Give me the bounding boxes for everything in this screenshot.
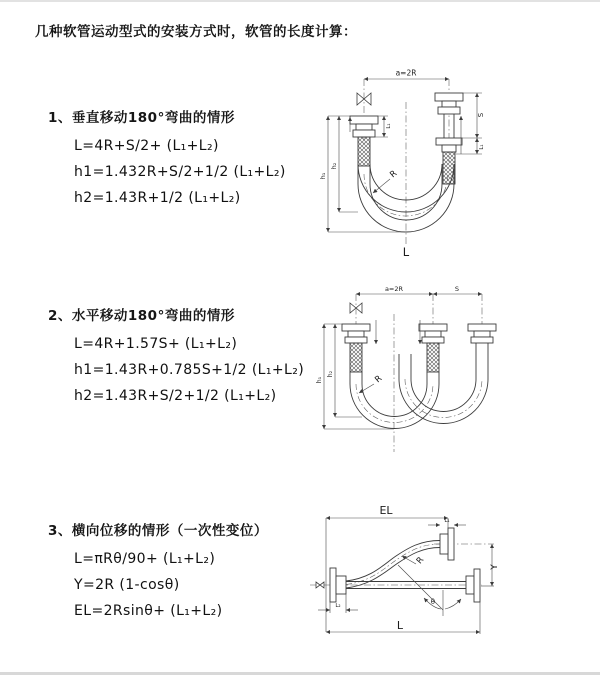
dim-s-label: S bbox=[454, 285, 460, 293]
dimension-s bbox=[462, 93, 485, 138]
radius-leader bbox=[402, 555, 426, 566]
dimension-s bbox=[433, 285, 482, 294]
dim-l1-right-label: L₁ bbox=[479, 144, 485, 150]
dim-el-label: EL bbox=[379, 504, 393, 517]
section-3-formulas bbox=[74, 546, 268, 624]
section-2-formulas bbox=[74, 331, 304, 409]
dim-h1-label: h₁ bbox=[316, 376, 323, 384]
left-flange bbox=[316, 568, 346, 602]
dim-a-label: a=2R bbox=[395, 68, 417, 78]
dimension-l2 bbox=[318, 594, 358, 613]
dim-h2-label: h₂ bbox=[330, 162, 338, 170]
formula-line: L=πRθ/90+ (L₁+L₂) bbox=[74, 551, 216, 567]
dim-h2-label: h₂ bbox=[327, 370, 334, 378]
displaced-flange bbox=[440, 528, 454, 560]
formula-line: h1=1.432R+S/2+1/2 (L₁+L₂) bbox=[74, 164, 286, 180]
dimension-y bbox=[481, 544, 500, 586]
formula-line: h2=1.43R+S/2+1/2 (L₁+L₂) bbox=[74, 388, 277, 404]
length-label: L bbox=[402, 245, 410, 259]
dimension-a-2r bbox=[364, 69, 449, 80]
dim-l2-label: L₂ bbox=[335, 603, 341, 609]
dim-l1-label: L₁ bbox=[444, 518, 450, 524]
formula-line: h2=1.43R+1/2 (L₁+L₂) bbox=[74, 190, 241, 206]
section-3-heading: 3、横向位移的情形（一次性变位） bbox=[48, 523, 268, 539]
left-hose-fitting bbox=[342, 324, 370, 372]
dimension-el bbox=[326, 504, 448, 632]
radius-label: R bbox=[373, 373, 385, 386]
dim-h1-label: h₁ bbox=[319, 172, 327, 180]
formula-line: h1=1.43R+0.785S+1/2 (L₁+L₂) bbox=[74, 362, 305, 378]
radius-label: R bbox=[388, 168, 400, 181]
angle-construction bbox=[398, 565, 461, 616]
dimension-l1 bbox=[428, 518, 466, 525]
page-title: 几种软管运动型式的安装方式时，软管的长度计算： bbox=[35, 24, 357, 40]
fitting-arrows bbox=[376, 320, 420, 344]
section-lateral-displacement bbox=[48, 519, 268, 624]
dimension-a-2r bbox=[356, 285, 433, 294]
dim-s-label: S bbox=[477, 112, 485, 118]
section-2-heading: 2、水平移动180°弯曲的情形 bbox=[48, 308, 235, 324]
dim-l1-left-label: L₁ bbox=[386, 123, 392, 129]
formula-line: L=4R+1.57S+ (L₁+L₂) bbox=[74, 336, 238, 352]
dim-y-label: Y bbox=[490, 564, 500, 570]
formula-line: L=4R+S/2+ (L₁+L₂) bbox=[74, 138, 219, 154]
section-1-formulas bbox=[74, 133, 286, 211]
middle-hose-fitting bbox=[419, 324, 447, 372]
radius-leader bbox=[373, 169, 399, 193]
straight-hose-original bbox=[346, 569, 480, 602]
scan-edge-top bbox=[0, 0, 600, 2]
formula-line: EL=2Rsinθ+ (L₁+L₂) bbox=[74, 603, 223, 619]
angle-theta-label: θ bbox=[430, 598, 435, 606]
dim-a-label: a=2R bbox=[384, 285, 404, 293]
dimension-l bbox=[326, 602, 480, 634]
diagram-vertical-movement-u-bend bbox=[306, 66, 590, 264]
section-1-heading: 1、垂直移动180°弯曲的情形 bbox=[48, 110, 235, 126]
diagram-lateral-displacement bbox=[296, 498, 600, 656]
section-vertical-movement bbox=[48, 106, 286, 211]
diagram-horizontal-movement-u-bend bbox=[310, 284, 594, 460]
left-hose-fitting bbox=[350, 116, 378, 166]
s-curve-hose bbox=[346, 541, 440, 589]
centerlines bbox=[356, 294, 482, 452]
shifted-hose-fitting bbox=[468, 324, 496, 364]
dim-l-label: L bbox=[396, 619, 404, 632]
section-horizontal-movement bbox=[48, 304, 304, 409]
hose-curves bbox=[350, 354, 488, 429]
radius-label: R bbox=[414, 555, 427, 567]
formula-line: Y=2R (1-cosθ) bbox=[74, 577, 180, 593]
